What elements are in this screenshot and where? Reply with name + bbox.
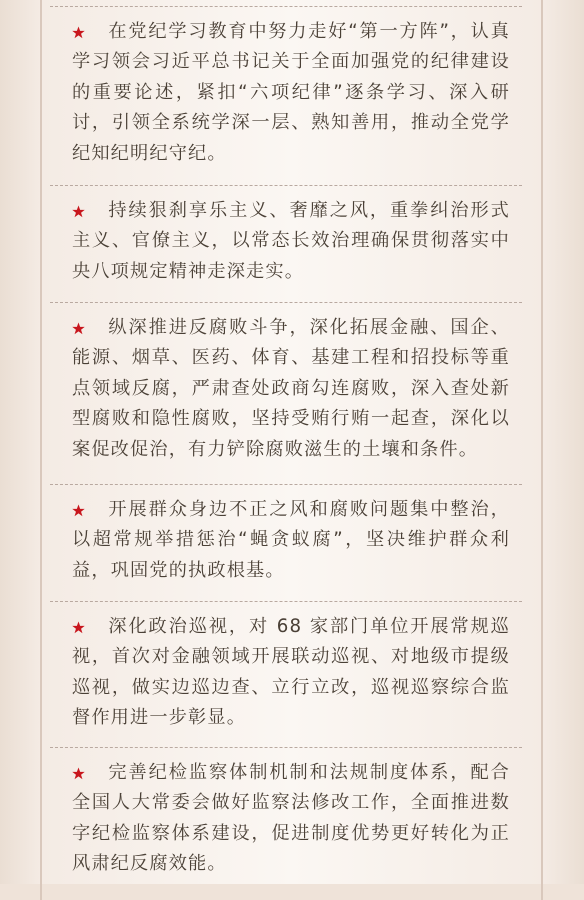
- item-text: 持续狠刹享乐主义、奢靡之风，重拳纠治形式主义、官僚主义，以常态长效治理确保贯彻落实中央八项规定精神走深走实。: [72, 200, 510, 282]
- list-item: [50, 747, 522, 897]
- item-text: 纵深推进反腐败斗争，深化拓展金融、国企、能源、烟草、医药、体育、基建工程和招投标等重点领域反腐，严肃查处政商勾连腐败，深入查处新型腐败和隐性腐败，坚持受贿行贿一起查，深化以案促改促治，有力铲除腐败滋生的土壤和条件。: [72, 317, 510, 460]
- list-item: [50, 6, 522, 185]
- list-item: [50, 185, 522, 302]
- item-text: 在党纪学习教育中努力走好“第一方阵”，认真学习领会习近平总书记关于全面加强党的纪律建设的重要论述，紧扣“六项纪律”逐条学习、深入研讨，引领全系统学深一层、熟知善用，推动全党学纪知纪明纪守纪。: [72, 21, 510, 164]
- achievement-list: [50, 6, 522, 897]
- item-text: 完善纪检监察体制机制和法规制度体系，配合全国人大常委会做好监察法修改工作，全面推进数字纪检监察体系建设，促进制度优势更好转化为正风肃纪反腐效能。: [72, 762, 510, 875]
- list-item: [50, 484, 522, 601]
- list-item: [50, 302, 522, 484]
- item-text: 开展群众身边不正之风和腐败问题集中整治，以超常规举措惩治“蝇贪蚁腐”，坚决维护群众利益，巩固党的执政根基。: [72, 499, 510, 581]
- list-item: [50, 601, 522, 747]
- item-text: 深化政治巡视，对 68 家部门单位开展常规巡视，首次对金融领域开展联动巡视、对地级市提级巡视，做实边巡边查、立行立改，巡视巡察综合监督作用进一步彰显。: [72, 616, 510, 729]
